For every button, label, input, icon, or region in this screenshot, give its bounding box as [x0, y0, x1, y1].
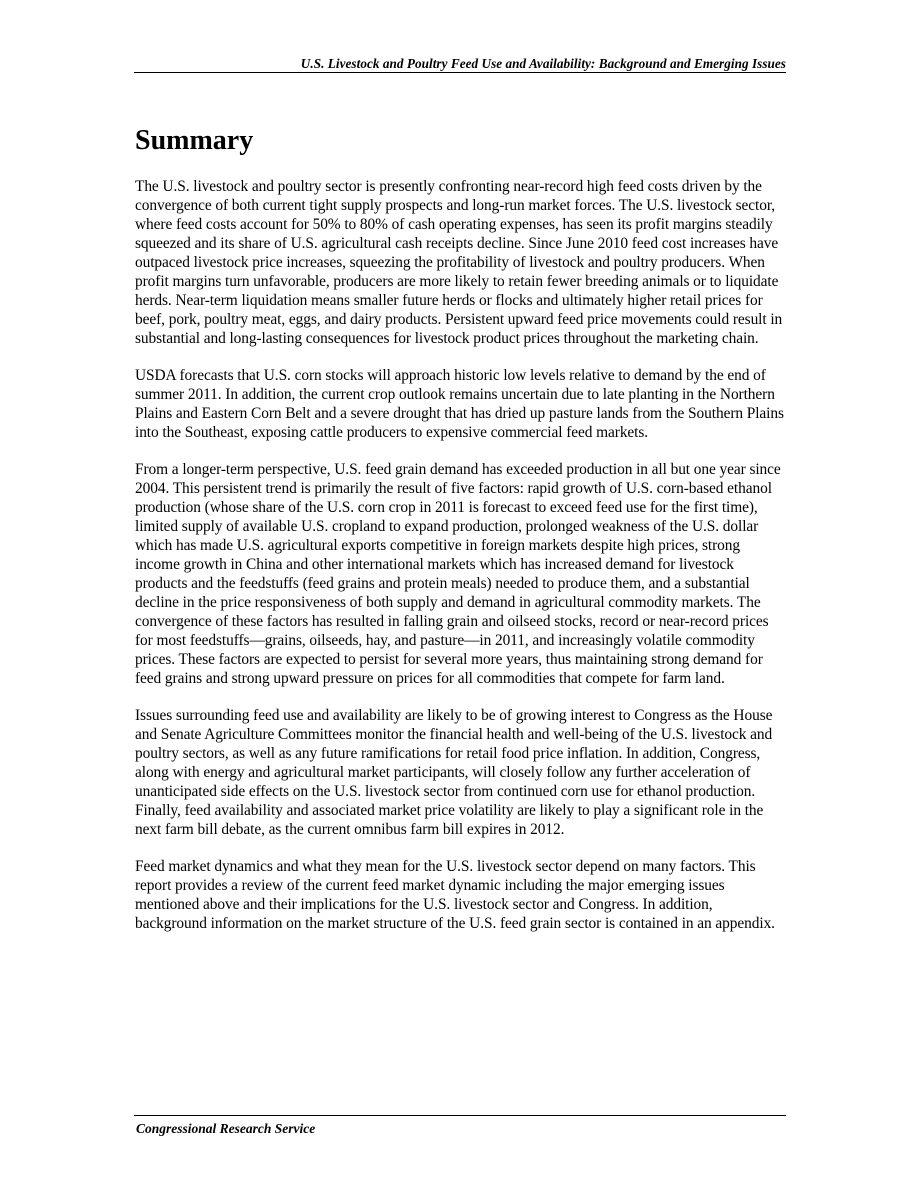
summary-paragraph-1: The U.S. livestock and poultry sector is presently confronting near-record high feed costs driven by the convergence of both current tight supply prospects and long-run market forces. The U.S. livestock sector, where feed costs account for 50% to 80% of cash operating expenses, has seen its profit margins steadily squeezed and its share of U.S. agricultural cash receipts decline. Since June 2010 feed cost increases have outpaced livestock price increases, squeezing the profitability of livestock and poultry producers. When profit margins turn unfavorable, producers are more likely to retain fewer breeding animals or to liquidate herds. Near-term liquidation means smaller future herds or flocks and ultimately higher retail prices for beef, pork, poultry meat, eggs, and dairy products. Persistent upward feed price movements could result in substantial and long-lasting consequences for livestock product prices throughout the marketing chain. [135, 178, 783, 347]
summary-paragraph-3: From a longer-term perspective, U.S. feed grain demand has exceeded production in all but one year since 2004. This persistent trend is primarily the result of five factors: rapid growth of U.S. corn-based ethanol production (whose share of the U.S. corn crop in 2011 is forecast to exceed feed use for the first time), limited supply of available U.S. cropland to expand production, prolonged weakness of the U.S. dollar which has made U.S. agricultural exports competitive in foreign markets despite high prices, strong income growth in China and other international markets which has increased demand for livestock products and the feedstuffs (feed grains and protein meals) needed to produce them, and a substantial decline in the price responsiveness of both supply and demand in agricultural commodity markets. The convergence of these factors has resulted in falling grain and oilseed stocks, record or near-record prices for most feedstuffs—grains, oilseeds, hay, and pasture—in 2011, and increasingly volatile commodity prices. These factors are expected to persist for several more years, thus maintaining strong demand for feed grains and strong upward pressure on prices for all commodities that compete for farm land. [135, 461, 781, 687]
summary-paragraph-5: Feed market dynamics and what they mean for the U.S. livestock sector depend on many factors. This report provides a review of the current feed market dynamic including the major emerging issues mentioned above and their implications for the U.S. livestock sector and Congress. In addition, background information on the market structure of the U.S. feed grain sector is contained in an appendix. [135, 858, 775, 932]
header-rule [134, 72, 786, 73]
summary-paragraph-4: Issues surrounding feed use and availability are likely to be of growing interest to Congress as the House and Senate Agriculture Committees monitor the financial health and well-being of the U.S. livestock and poultry sectors, as well as any future ramifications for retail food price inflation. In addition, Congress, along with energy and agricultural market participants, will closely follow any further acceleration of unanticipated side effects on the U.S. livestock sector from continued corn use for ethanol production. Finally, feed availability and associated market price volatility are likely to play a significant role in the next farm bill debate, as the current omnibus farm bill expires in 2012. [135, 707, 773, 838]
summary-body [135, 177, 787, 951]
running-header: U.S. Livestock and Poultry Feed Use and Availability: Background and Emerging Issues [300, 56, 786, 71]
running-footer: Congressional Research Service [136, 1121, 316, 1136]
footer-rule [134, 1115, 786, 1116]
summary-paragraph-2: USDA forecasts that U.S. corn stocks will approach historic low levels relative to demand by the end of summer 2011. In addition, the current crop outlook remains uncertain due to late planting in the Northern Plains and Eastern Corn Belt and a severe drought that has dried up pasture lands from the Southern Plains into the Southeast, exposing cattle producers to expensive commercial feed markets. [135, 367, 784, 441]
section-title: Summary [135, 125, 254, 156]
